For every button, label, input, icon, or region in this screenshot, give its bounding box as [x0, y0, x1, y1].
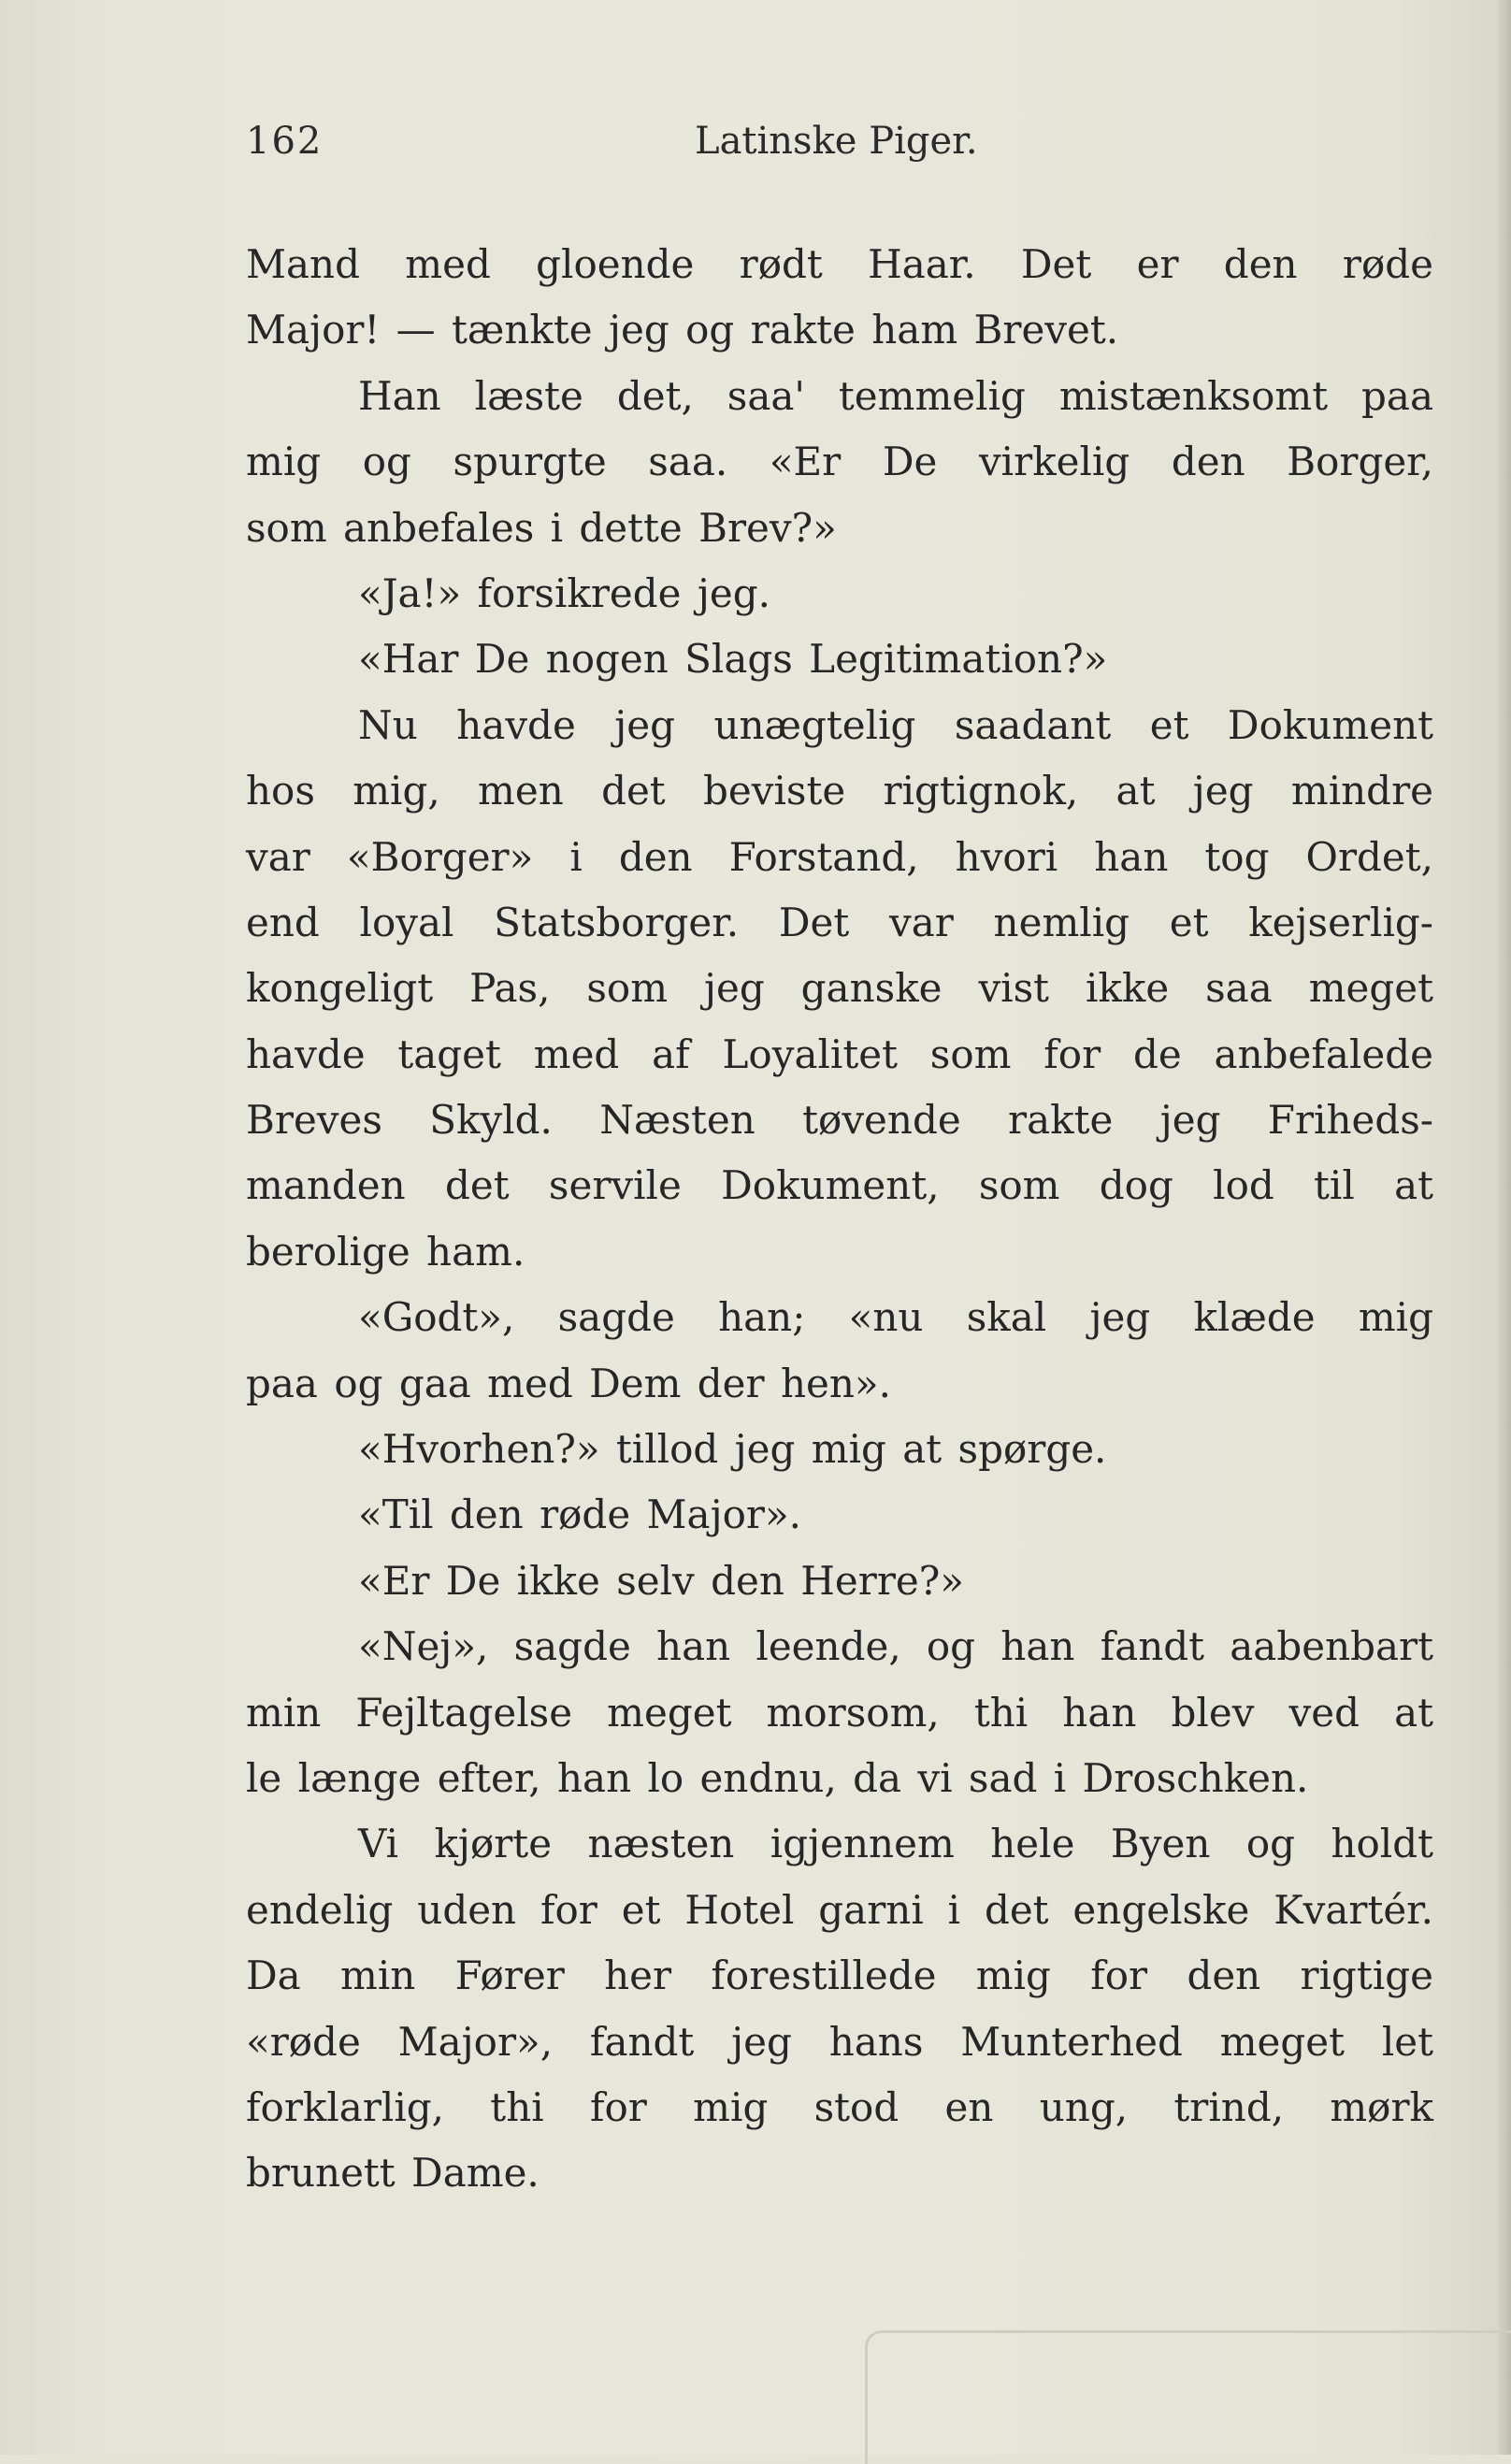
text-line: paa og gaa med Dem der hen».: [246, 1360, 891, 1406]
text-line: hos mig, men det beviste rigtignok, at jeg mindre: [246, 768, 1433, 814]
text-line: «Ja!» forsikrede jeg.: [358, 569, 770, 616]
text-line: «Hvorhen?» tillod jeg mig at spørge.: [358, 1426, 1107, 1473]
text-line: «Nej», sagde han leende, og han fandt aabenbart: [358, 1623, 1433, 1670]
text-line: end loyal Statsborger. Det var nemlig et kejserlig-: [246, 899, 1433, 945]
text-line: Vi kjørte næsten igjennem hele Byen og holdt: [358, 1821, 1433, 1867]
page-edge: [1498, 0, 1511, 2455]
text-line: endelig uden for et Hotel garni i det engelske Kvartér.: [246, 1886, 1433, 1933]
text-line: manden det servile Dokument, som dog lod til at: [246, 1162, 1433, 1209]
text-line: Han læste det, saa' temmelig mistænksomt paa: [358, 372, 1433, 419]
text-line: «Har De nogen Slags Legitimation?»: [358, 636, 1108, 683]
text-line: mig og spurgte saa. «Er De virkelig den Borger,: [246, 439, 1433, 485]
text-line: Mand med gloende rødt Haar. Det er den røde: [246, 241, 1433, 287]
page-header: [246, 120, 1452, 185]
paper-corner-mark: [865, 2330, 1511, 2464]
text-line: berolige ham.: [246, 1228, 525, 1275]
text-line: kongeligt Pas, som jeg ganske vist ikke saa meget: [246, 965, 1433, 1012]
text-line: Breves Skyld. Næsten tøvende rakte jeg Friheds-: [246, 1097, 1433, 1144]
text-line: som anbefales i dette Brev?»: [246, 504, 837, 551]
text-line: Nu havde jeg unægtelig saadant et Dokument: [358, 701, 1433, 748]
text-line: Major! — tænkte jeg og rakte ham Brevet.: [246, 307, 1119, 353]
text-line: «Er De ikke selv den Herre?»: [358, 1557, 964, 1604]
text-line: var «Borger» i den Forstand, hvori han tog Ordet,: [246, 833, 1433, 880]
text-line: brunett Dame.: [246, 2150, 540, 2197]
text-line: «røde Major», fandt jeg hans Munterhed meget let: [246, 2018, 1433, 2065]
running-title: Latinske Piger.: [695, 120, 978, 163]
text-line: forklarlig, thi for mig stod en ung, trind, mørk: [246, 2083, 1433, 2130]
text-line: Da min Fører her forestillede mig for den rigtige: [246, 1952, 1433, 1999]
text-line: «Til den røde Major».: [358, 1491, 801, 1538]
text-line: havde taget med af Loyalitet som for de anbefalede: [246, 1030, 1433, 1077]
text-line: «Godt», sagde han; «nu skal jeg klæde mig: [358, 1294, 1433, 1341]
text-line: le længe efter, han lo endnu, da vi sad i Droschken.: [246, 1754, 1309, 1801]
text-line: min Fejltagelse meget morsom, thi han blev ved at: [246, 1689, 1433, 1736]
page-number: 162: [246, 120, 324, 163]
body-text: [246, 232, 1433, 2207]
